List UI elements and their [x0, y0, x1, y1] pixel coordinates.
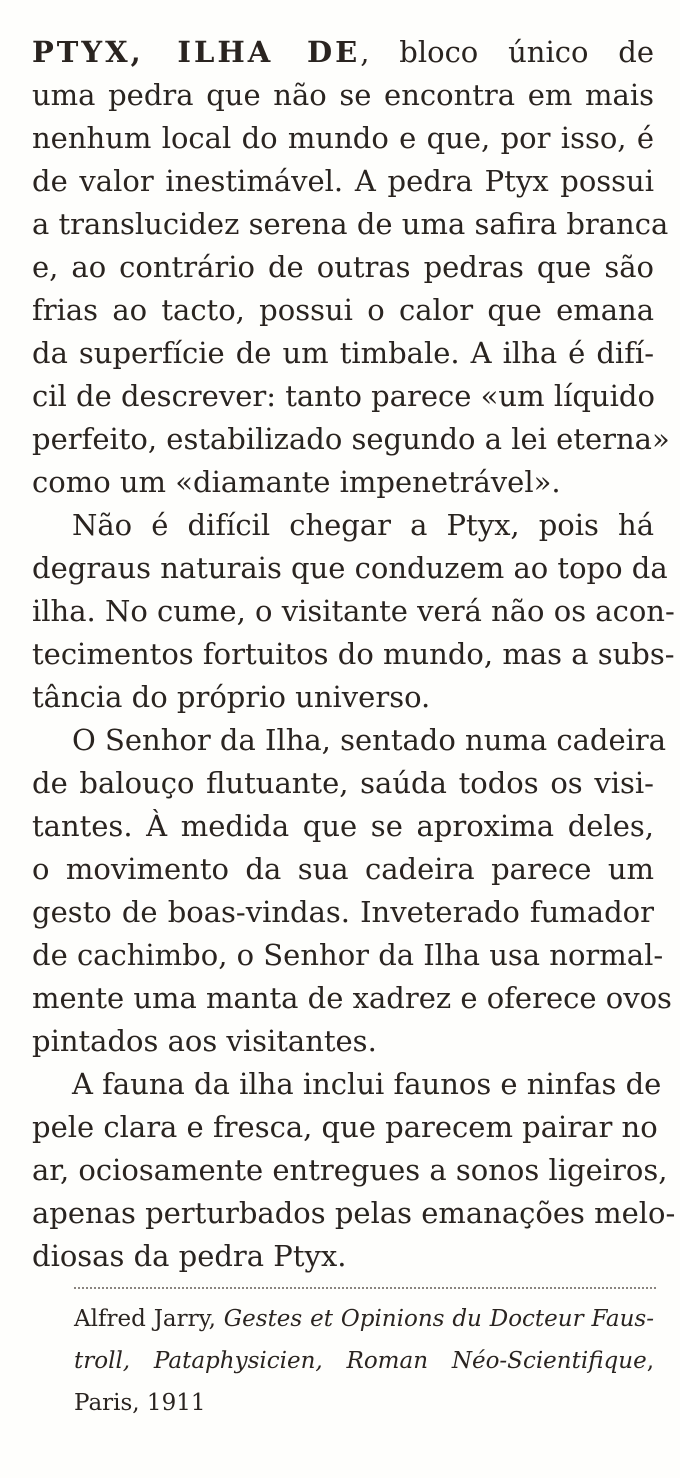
text-line: ilha. No cume, o visitante verá não os acon-	[32, 594, 675, 628]
text-line: O Senhor da Ilha, sentado numa cadeira	[72, 723, 667, 757]
text-line: pintados aos visitantes.	[32, 1024, 377, 1058]
text-line: uma pedra que não se encontra em mais	[32, 78, 654, 112]
text-line: da superfície de um timbale. A ilha é difí-	[32, 336, 654, 370]
text-line: tantes. À medida que se aproxima deles,	[32, 809, 654, 843]
text-line: ar, ociosamente entregues a sonos ligeiros,	[32, 1153, 668, 1187]
text-line: pele clara e fresca, que parecem pairar no	[32, 1110, 658, 1144]
text-line: tecimentos fortuitos do mundo, mas a subs-	[32, 637, 675, 671]
text-line-1-rest: , bloco único de	[360, 35, 654, 69]
entry-headword: PTYX, ILHA DE	[32, 35, 361, 69]
text-line: Não é difícil chegar a Ptyx, pois há	[72, 508, 654, 542]
text-line: apenas perturbados pelas emanações melo-	[32, 1196, 676, 1230]
text-line: mente uma manta de xadrez e oferece ovos	[32, 981, 672, 1015]
text-line: frias ao tacto, possui o calor que emana	[32, 293, 654, 327]
text-line: de valor inestimável. A pedra Ptyx possui	[32, 164, 654, 198]
text-line: cil de descrever: tanto parece «um líquido	[32, 379, 655, 413]
text-line: como um «diamante impenetrável».	[32, 465, 561, 499]
text-line-1	[32, 34, 654, 70]
text-line: de cachimbo, o Senhor da Ilha usa normal-	[32, 938, 664, 972]
source-title-comma: ,	[646, 1348, 654, 1374]
text-line: gesto de boas-vindas. Inveterado fumador	[32, 895, 654, 929]
source-line-2	[74, 1346, 654, 1376]
text-line: degraus naturais que conduzem ao topo da	[32, 551, 668, 585]
text-line: tância do próprio universo.	[32, 680, 431, 714]
source-title-part-1: Gestes et Opinions du Docteur Faus-	[223, 1306, 654, 1332]
source-title-part-2: troll, Pataphysicien, Roman Néo-Scientifique	[74, 1348, 647, 1374]
dotted-divider	[74, 1287, 656, 1289]
text-line: perfeito, estabilizado segundo a lei eterna»	[32, 422, 670, 456]
text-line: nenhum local do mundo e que, por isso, é	[32, 121, 654, 155]
text-line: diosas da pedra Ptyx.	[32, 1239, 347, 1273]
text-line: e, ao contrário de outras pedras que são	[32, 250, 654, 284]
source-line-1	[74, 1304, 654, 1334]
text-line: de balouço flutuante, saúda todos os visi-	[32, 766, 654, 800]
text-line: o movimento da sua cadeira parece um	[32, 852, 654, 886]
source-place-year: Paris, 1911	[74, 1390, 206, 1416]
text-line: a translucidez serena de uma safira branca	[32, 207, 669, 241]
source-author: Alfred Jarry,	[74, 1306, 224, 1332]
text-line: A fauna da ilha inclui faunos e ninfas de	[72, 1067, 662, 1101]
